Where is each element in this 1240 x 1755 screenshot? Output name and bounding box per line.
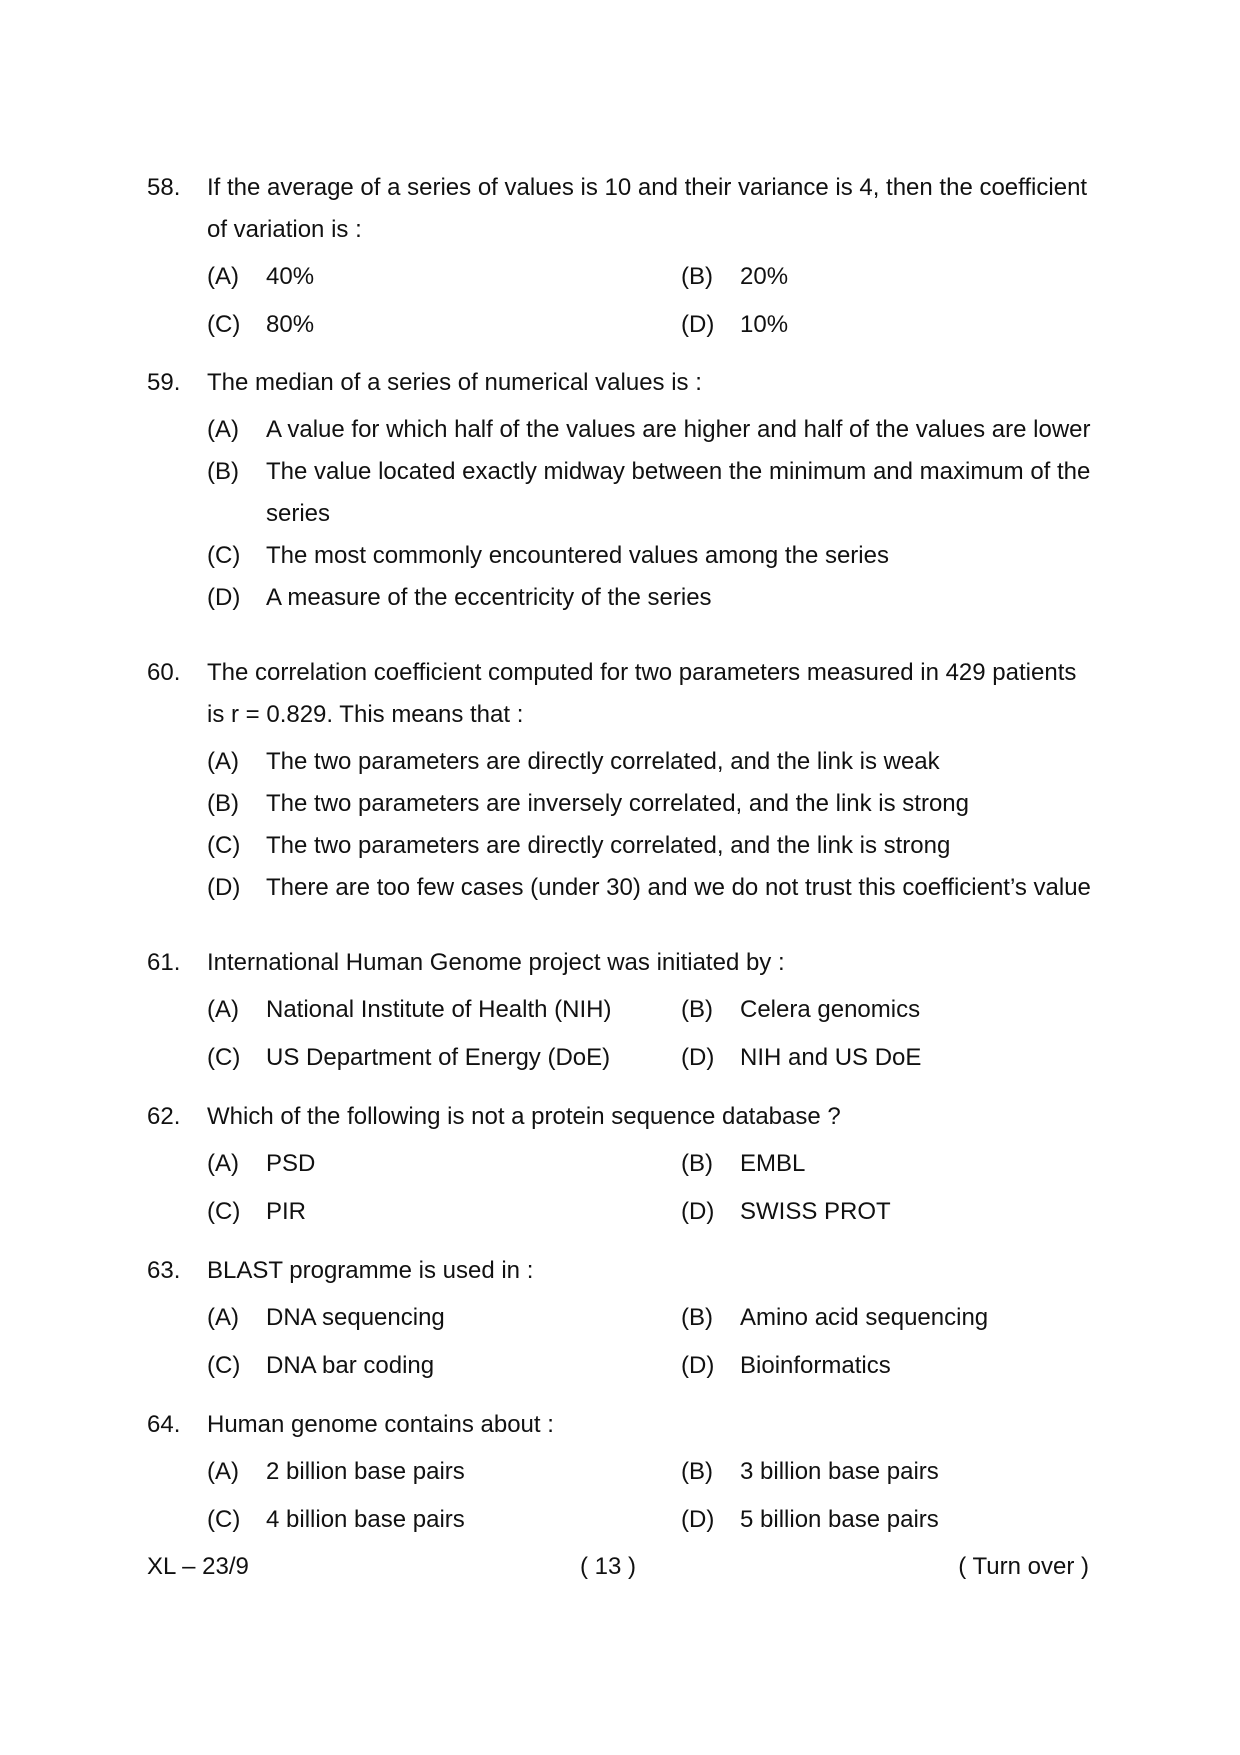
option-text: A value for which half of the values are higher and half of the values are lower bbox=[266, 416, 1091, 443]
option-text: A measure of the eccentricity of the series bbox=[266, 584, 712, 611]
question-text: If the average of a series of values is 10 and their variance is 4, then the coefficient of variation is : bbox=[207, 174, 1088, 243]
options bbox=[207, 741, 1097, 909]
option-letter: (A) bbox=[207, 748, 239, 775]
question-58 bbox=[147, 167, 1097, 346]
option-text: 80% bbox=[266, 311, 315, 338]
question-text: BLAST programme is used in : bbox=[207, 1257, 534, 1284]
option-text: The two parameters are directly correlated, and the link is strong bbox=[266, 832, 951, 859]
option-b bbox=[207, 783, 1097, 825]
question-number: 61. bbox=[147, 949, 181, 976]
option-d bbox=[207, 867, 1097, 909]
option-text: 5 billion base pairs bbox=[740, 1506, 939, 1533]
option-text: US Department of Energy (DoE) bbox=[266, 1044, 611, 1071]
option-d bbox=[681, 1345, 1097, 1387]
options bbox=[207, 1143, 1097, 1233]
question-number: 59. bbox=[147, 369, 181, 396]
option-text: 10% bbox=[740, 311, 789, 338]
option-letter: (B) bbox=[207, 790, 239, 817]
option-a bbox=[207, 1297, 681, 1339]
option-a bbox=[207, 1451, 681, 1493]
option-letter: (D) bbox=[207, 874, 241, 901]
option-letter: (A) bbox=[207, 996, 239, 1023]
option-c bbox=[207, 1191, 681, 1233]
option-c bbox=[207, 1345, 681, 1387]
option-text: National Institute of Health (NIH) bbox=[266, 996, 612, 1023]
option-text: There are too few cases (under 30) and we do not trust this coefficient’s value bbox=[266, 874, 1091, 901]
option-letter: (A) bbox=[207, 1304, 239, 1331]
question-64 bbox=[147, 1404, 1097, 1541]
option-text: 4 billion base pairs bbox=[266, 1506, 465, 1533]
option-letter: (C) bbox=[207, 1198, 241, 1225]
question-62 bbox=[147, 1096, 1097, 1233]
option-letter: (D) bbox=[681, 1044, 715, 1071]
option-letter: (A) bbox=[207, 1458, 239, 1485]
question-63 bbox=[147, 1250, 1097, 1387]
option-letter: (D) bbox=[207, 584, 241, 611]
option-d bbox=[681, 1191, 1097, 1233]
option-b bbox=[681, 1297, 1097, 1339]
option-text: DNA sequencing bbox=[266, 1304, 445, 1331]
option-d bbox=[681, 1499, 1097, 1541]
option-a bbox=[207, 741, 1097, 783]
question-text: The median of a series of numerical values is : bbox=[207, 369, 702, 396]
option-text: 40% bbox=[266, 263, 315, 290]
option-c bbox=[207, 1037, 681, 1079]
option-d bbox=[681, 304, 1097, 346]
option-c bbox=[207, 535, 1097, 577]
question-60 bbox=[147, 652, 1097, 909]
option-text: NIH and US DoE bbox=[740, 1044, 922, 1071]
option-letter: (C) bbox=[207, 832, 241, 859]
option-letter: (C) bbox=[207, 1044, 241, 1071]
option-letter: (B) bbox=[681, 1458, 713, 1485]
option-letter: (B) bbox=[681, 996, 713, 1023]
options bbox=[207, 256, 1097, 346]
question-text: Which of the following is not a protein sequence database ? bbox=[207, 1103, 841, 1130]
option-text: The value located exactly midway between the minimum and maximum of the series bbox=[266, 458, 1091, 527]
option-b bbox=[681, 989, 1097, 1031]
option-letter: (B) bbox=[681, 1304, 713, 1331]
option-c bbox=[207, 304, 681, 346]
question-text: International Human Genome project was initiated by : bbox=[207, 949, 785, 976]
option-letter: (D) bbox=[681, 1352, 715, 1379]
question-61 bbox=[147, 942, 1097, 1079]
option-letter: (C) bbox=[207, 311, 241, 338]
option-a bbox=[207, 409, 1097, 451]
option-text: The two parameters are inversely correlated, and the link is strong bbox=[266, 790, 969, 817]
option-text: DNA bar coding bbox=[266, 1352, 435, 1379]
question-number: 58. bbox=[147, 174, 181, 201]
option-c bbox=[207, 1499, 681, 1541]
paper-code: XL – 23/9 bbox=[147, 1553, 249, 1580]
page-number: ( 13 ) bbox=[580, 1553, 637, 1580]
option-letter: (A) bbox=[207, 1150, 239, 1177]
option-text: 2 billion base pairs bbox=[266, 1458, 465, 1485]
options bbox=[207, 989, 1097, 1079]
option-b bbox=[207, 451, 1097, 535]
option-text: PSD bbox=[266, 1150, 316, 1177]
option-a bbox=[207, 989, 681, 1031]
option-text: 3 billion base pairs bbox=[740, 1458, 939, 1485]
option-letter: (D) bbox=[681, 1198, 715, 1225]
option-b bbox=[681, 1143, 1097, 1185]
option-letter: (B) bbox=[207, 458, 239, 485]
option-text: 20% bbox=[740, 263, 789, 290]
option-a bbox=[207, 256, 681, 298]
option-letter: (C) bbox=[207, 1506, 241, 1533]
option-c bbox=[207, 825, 1097, 867]
option-text: EMBL bbox=[740, 1150, 806, 1177]
option-letter: (C) bbox=[207, 542, 241, 569]
option-letter: (B) bbox=[681, 1150, 713, 1177]
question-text: The correlation coefficient computed for two parameters measured in 429 patients is r = 0.829. This means that : bbox=[207, 659, 1077, 728]
option-text: The two parameters are directly correlated, and the link is weak bbox=[266, 748, 940, 775]
question-number: 60. bbox=[147, 659, 181, 686]
option-b bbox=[681, 1451, 1097, 1493]
option-letter: (D) bbox=[681, 311, 715, 338]
options bbox=[207, 1297, 1097, 1387]
options bbox=[207, 409, 1097, 619]
question-59 bbox=[147, 362, 1097, 619]
page-footer bbox=[147, 1547, 1089, 1587]
option-letter: (D) bbox=[681, 1506, 715, 1533]
option-text: Amino acid sequencing bbox=[740, 1304, 989, 1331]
option-letter: (B) bbox=[681, 263, 713, 290]
option-b bbox=[681, 256, 1097, 298]
turn-over-note: ( Turn over ) bbox=[958, 1553, 1089, 1580]
option-d bbox=[681, 1037, 1097, 1079]
options bbox=[207, 1451, 1097, 1541]
question-number: 64. bbox=[147, 1411, 181, 1438]
option-text: The most commonly encountered values among the series bbox=[266, 542, 889, 569]
option-d bbox=[207, 577, 1097, 619]
option-letter: (A) bbox=[207, 263, 239, 290]
option-letter: (A) bbox=[207, 416, 239, 443]
option-text: SWISS PROT bbox=[740, 1198, 891, 1225]
question-number: 62. bbox=[147, 1103, 181, 1130]
option-letter: (C) bbox=[207, 1352, 241, 1379]
question-text: Human genome contains about : bbox=[207, 1411, 554, 1438]
option-a bbox=[207, 1143, 681, 1185]
question-number: 63. bbox=[147, 1257, 181, 1284]
option-text: PIR bbox=[266, 1198, 307, 1225]
option-text: Celera genomics bbox=[740, 996, 921, 1023]
option-text: Bioinformatics bbox=[740, 1352, 891, 1379]
